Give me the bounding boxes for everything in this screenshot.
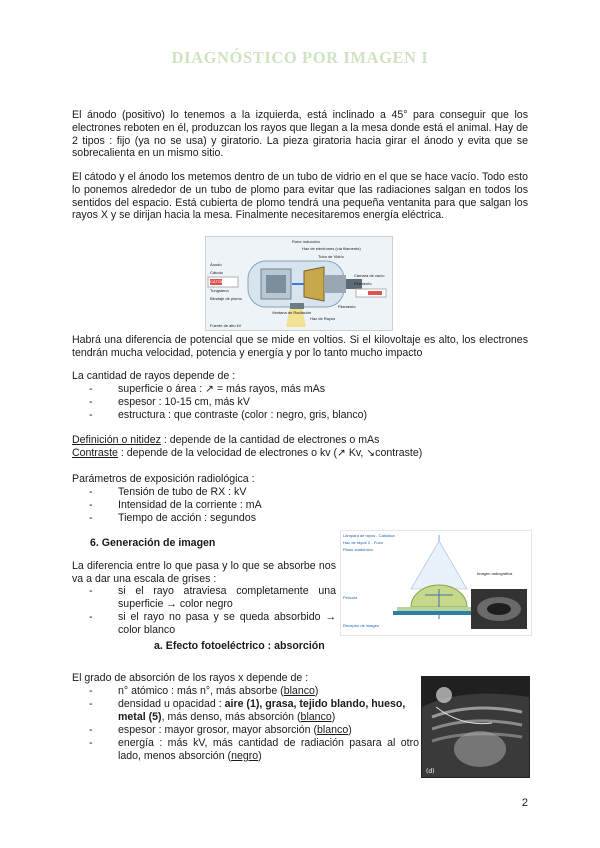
tube-label: Tungsteno bbox=[210, 288, 229, 293]
paragraph-anodo: El ánodo (positivo) lo tenemos a la izquierda, está inclinado a 45° para conseguir que los electrones reboten en él, produzcan los rayos que llegan a la mesa donde está el animal. Hay de 2 tipos : fijo (ya no se usa) y giratorio. La pieza giratoria hacia girar el ánodo y evita que se sobrecalienta en un mismo sitio. bbox=[72, 109, 528, 160]
tube-label: Fuente de alto kV bbox=[210, 323, 242, 328]
section-heading-6: 6. Generación de imagen bbox=[90, 537, 216, 549]
tube-label: Blindaje de plomo bbox=[210, 296, 242, 301]
radiograph-image bbox=[421, 676, 530, 778]
svg-text:(d): (d) bbox=[426, 768, 435, 775]
grado-intro: El grado de absorción de los rayos x depende de : bbox=[72, 672, 309, 684]
tube-label: Haz de Rayos bbox=[310, 316, 336, 321]
figure-label: Película bbox=[343, 595, 358, 600]
tube-label: Ánodo bbox=[210, 262, 222, 267]
figure-label: Haz de rayos X - Foco bbox=[343, 540, 383, 545]
figure-label: Receptor de imagen bbox=[343, 623, 380, 628]
tube-label: CÁTODO bbox=[210, 279, 228, 284]
tube-label: Filamento bbox=[354, 281, 372, 286]
figure-label: Plano anatómico bbox=[343, 547, 373, 552]
figure-label: Lámpara de rayos - Catódica bbox=[343, 533, 395, 538]
image-generation-figure bbox=[340, 530, 532, 636]
tube-label: Cátodo bbox=[210, 270, 223, 275]
tube-label: Tubo de Vidrio bbox=[318, 254, 344, 259]
param-intro: Parámetros de exposición radiológica : bbox=[72, 473, 255, 485]
page: DIAGNÓSTICO POR IMAGEN I El ánodo (positivo) lo tenemos a la izquierda, está inclinado a 45° para conseguir que los electrones reboten en él, produzcan los rayos que llegan a la mesa donde está el animal. Hay de 2 tipos : fijo (ya no se usa) y giratorio. La pieza giratoria hacia girar el ánodo y evita que se sobrecalienta en un mismo sitio. El cátodo y el ánodo los metemos dentro de un tubo de vidrio en el que se hace vacío. Todo esto lo ponemos alrededor de un tubo de plomo para evitar que las radiaciones salgan en todos los sentidos del espacio. Está cubierta de plomo tendrá una pequeña ventanita para que salgan los rayos X y se dirijan hacia la mesa. Finalmente necesitaremos energía eléctrica. Rotor inducción Haz de electrones (vía filamento) Tubo de Vidrio Ánodo Cámara de vacío Cátodo Filamento Tungsteno CÁTODO Blindaje de plomo Filamento Ventana de Radiación Haz de Rayos Fuente de alto kV Habrá una diferencia de potencial que se mide en voltios. Si el kilovoltaje es alto, los electrones tendrán mucha velocidad, potencia y energía y por lo tanto mucho impacto La cantidad de rayos depende de : - superficie o área : ↗ = más rayos, más mAs - espesor : 10-15 cm, más kV - estructura : que contraste (color : negro, gris, blanco) Definición o nitidez : depende de la cantidad de electrones o mAs Contraste : depende de la velocidad de electrones o kv (↗ Kv, ↘contraste) Parámetros de exposición radiológica : - Tensión de tubo de RX : kV - Intensidad de la corriente : mA - Tiempo de acción : segundos 6. Generación de imagen La diferencia entre lo que pasa y lo que se absorbe nos va a dar una escala de grises : - si el rayo atraviesa completamente una superficie → color negro - si el rayo no pasa y se queda absorbido → color blanco Lámpara de rayos - Catódica Haz de rayos X - Foco Plano anatómico Película Imagen radiográfica Receptor de imagen a. Efecto fotoeléctrico : absorción El grado de absorción de los rayos x depende de : - n° atómico : más n°, más absorbe (blanco) - densidad u opacidad : aire (1), grasa, tejido blando, hueso, metal (5), más denso, más absorción (blanco) - espesor : mayor grosor, mayor absorción (blanco) - energía : más kV, más cantidad de radiación pasara al otro lado, menos absorción (negro) (d) 2 bbox=[0, 0, 600, 848]
tube-label: Filamento bbox=[338, 304, 356, 309]
cantidad-intro: La cantidad de rayos depende de : bbox=[72, 370, 236, 382]
figure-label: Imagen radiográfica bbox=[477, 571, 513, 576]
definicion-line: Definición o nitidez : depende de la cantidad de electrones o mAs bbox=[72, 434, 380, 446]
thorax-radiograph bbox=[422, 677, 529, 777]
contraste-line: Contraste : depende de la velocidad de electrones o kv (↗ Kv, ↘contraste) bbox=[72, 447, 423, 459]
tube-label: Haz de electrones (vía filamento) bbox=[302, 246, 361, 251]
paragraph-potencial: Habrá una diferencia de potencial que se mide en voltios. Si el kilovoltaje es alto, los electrones tendrán mucha velocidad, potencia y energía y por lo tanto mucho impacto bbox=[72, 334, 528, 359]
tube-label: Rotor inducción bbox=[292, 239, 320, 244]
tube-label: Ventana de Radiación bbox=[272, 310, 312, 315]
page-title: DIAGNÓSTICO POR IMAGEN I bbox=[171, 48, 429, 67]
section-heading-a: a. Efecto fotoeléctrico : absorción bbox=[154, 640, 325, 652]
tube-label: Cámara de vacío bbox=[354, 273, 385, 278]
paragraph-generacion: La diferencia entre lo que pasa y lo que se absorbe nos va a dar una escala de grises : bbox=[72, 560, 336, 585]
page-number: 2 bbox=[521, 797, 528, 809]
paragraph-catodo: El cátodo y el ánodo los metemos dentro de un tubo de vidrio en el que se hace vacío. Todo esto lo ponemos alrededor de un tubo de plomo para evitar que las radiaciones salgan en todos los sentidos del espacio. Está cubierta de plomo tendrá una pequeña ventanita para que salgan los rayos X y se dirijan hacia la mesa. Finalmente necesitaremos energía eléctrica. bbox=[72, 171, 528, 222]
xray-tube-figure bbox=[205, 236, 393, 331]
